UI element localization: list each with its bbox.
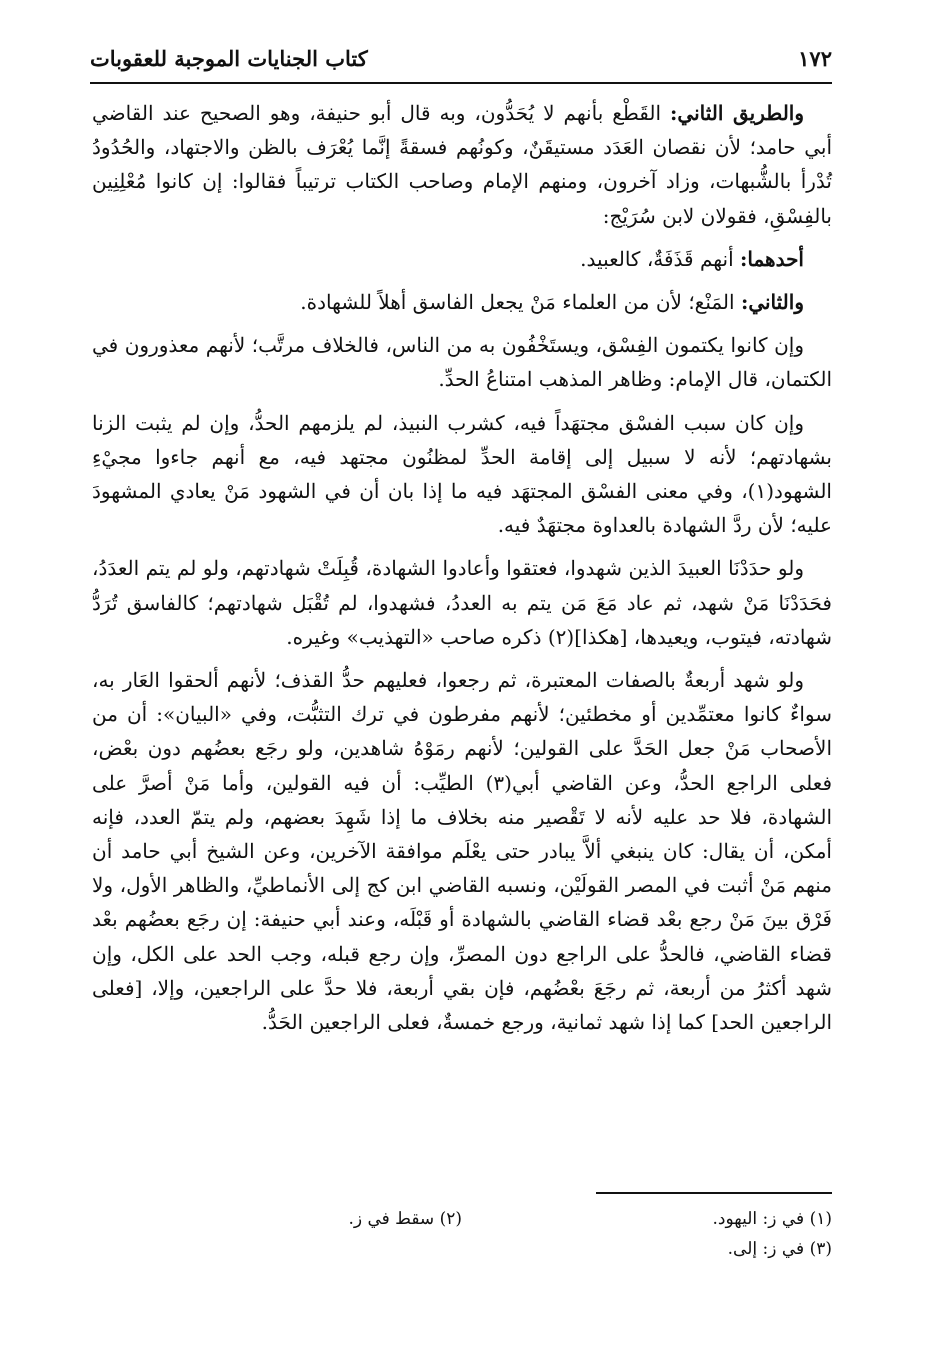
paragraph — [92, 285, 832, 319]
footnote-label: (٣) — [809, 1239, 832, 1259]
paragraph-lead: والطريق الثاني: — [670, 101, 804, 125]
paragraph — [92, 406, 832, 543]
book-title: كتاب الجنايات الموجبة للعقوبات — [90, 45, 368, 71]
footnote-row — [92, 1204, 832, 1234]
paragraph — [92, 551, 832, 654]
paragraph-text: أنهم قَذَفَةٌ، كالعبيد. — [580, 246, 740, 271]
main-text — [92, 96, 832, 1048]
paragraph — [92, 242, 832, 276]
footnote-text: في ز: إلى. — [727, 1239, 805, 1259]
paragraph-lead: أحدهما: — [739, 246, 804, 271]
paragraph-lead: والثاني: — [740, 290, 804, 315]
footnote-label: (٢) — [439, 1209, 462, 1229]
footnote-text: في ز: اليهود. — [712, 1209, 805, 1229]
running-header — [90, 38, 832, 78]
paragraph-text: القَطْع بأنهم لا يُحَدُّون، وبه قال أبو حنيفة، وهو الصحيح عند القاضي أبي حامد؛ لأن نقصان العَدَد مستيقَنٌ، وكونُهم فسقةً إنَّما يُعْرَف بالظن والاجتهاد، والحُدُودُ تُدْرأ بالشُّبهات، وزاد آخرون، ومنهم الإمام وصاحب الكتاب ترتيباً فقالوا: إن كانوا مُعْلِنِين بالفِسْقِ، فقولان لابن سُرَيْج: — [92, 101, 832, 228]
footnote — [462, 1204, 832, 1234]
paragraph-text: وإن كانوا يكتمون الفِسْق، ويستَخْفُون به من الناس، فالخلاف مرتَّب؛ لأنهم معذورون في الكتمان، قال الإمام: وظاهر المذهب امتناعُ الحدِّ. — [92, 333, 832, 392]
paragraph — [92, 663, 832, 1039]
footnote — [452, 1234, 832, 1264]
footnote-row — [92, 1234, 832, 1264]
footnote — [92, 1204, 462, 1234]
paragraph — [92, 328, 832, 396]
footnote-label: (١) — [809, 1209, 832, 1229]
paragraph-text: المَنْع؛ لأن من العلماء مَنْ يجعل الفاسق أهلاً للشهادة. — [300, 290, 741, 315]
paragraph-text: ولو حدَدْنَا العبيدَ الذين شهدوا، فعتقوا وأعادوا الشهادة، قُبِلَتْ شهادتهم، ولو لم يتم العدَدُ، فحَدَدْنَا مَنْ شهد، ثم عاد مَعَ مَن يتم به العددُ، فشهدوا، لم تُقْبَل شهادتهم؛ كالفاسق تُرَدُّ شهادته، فيتوب، ويعيدها، [هكذا](٢) ذكره صاحب «التهذيب» وغيره. — [92, 556, 832, 649]
paragraph-text: وإن كان سبب الفسْق مجتهَداً فيه، كشرب النبيذ، لم يلزمهم الحدُّ، وإن لم يثبت الزنا بشهادتهم؛ لأنه لا سبيل إلى إقامة الحدِّ لمظنُون مجتهد فيه، مع أنهم جاءوا مجيْءِ الشهود(١)، وفي معنى الفسْق المجتهَد فيه ما إذا بان أن في الشهود مَنْ يعادي المشهودَ عليه؛ لأن ردَّ الشهادة بالعداوة مجتهَدٌ فيه. — [92, 410, 832, 538]
footnote-text: سقط في ز. — [348, 1209, 435, 1229]
page-number: ١٧٢ — [798, 45, 832, 71]
footnotes — [92, 1204, 832, 1264]
footnote-rule — [596, 1192, 832, 1194]
paragraph-text: ولو شهد أربعةٌ بالصفات المعتبرة، ثم رجعوا، فعليهم حدُّ القذف؛ لأنهم ألحقوا العَار به، سواءٌ كانوا معتمِّدين أو مخطئين؛ لأنهم مفرطون في ترك التثبُّت، وفي «البيان»: أن من الأصحاب مَنْ جعل الحَدَّ على القولين؛ لأنهم رمَوْهُ شاهدين، ولو رجَع بعضُهم دون بعْض، فعلى الراجع الحدُّ، وعن القاضي أبي(٣) الطيِّب: أن فيه القولين، وأما مَنْ أصرَّ على الشهادة، فلا حد عليه لأنه لا تَقْصير منه بخلاف ما إذا شَهِدَ بعضهم، ولم يتمّ العدد، فإنه أمكن، أن يقال: كان ينبغي ألاَّ يبادر حتى يعْلَم موافقة الآخرين، وعن الشيخ أبي حامد أن منهم مَنْ أثبت في المصر القولَيْن، ونسبه القاضي ابن كج إلى الأنماطيِّ، والظاهر الأول، ولا فَرْق بينَ مَنْ رجع بعْد قضاء القاضي بالشهادة أو قَبْلَه، وعند أبي حنيفة: إن رجَع بعضُهم بعْد قضاء القاضي، فالحدُّ على الراجع دون المصرِّ، وإن رجع قبله، وجب الحد على الكل، وإن شهد أكثرُ من أربعة، ثم رجَعَ بعْضُهم، فإن بقي أربعة، فلا حدَّ على الراجعين، وإلا، [فعلى الراجعين الحد] كما إذا شهد ثمانية، ورجع خمسةٌ، فعلى الراجعين الحَدُّ. — [92, 668, 833, 1035]
header-rule — [90, 82, 832, 84]
paragraph — [92, 96, 832, 233]
